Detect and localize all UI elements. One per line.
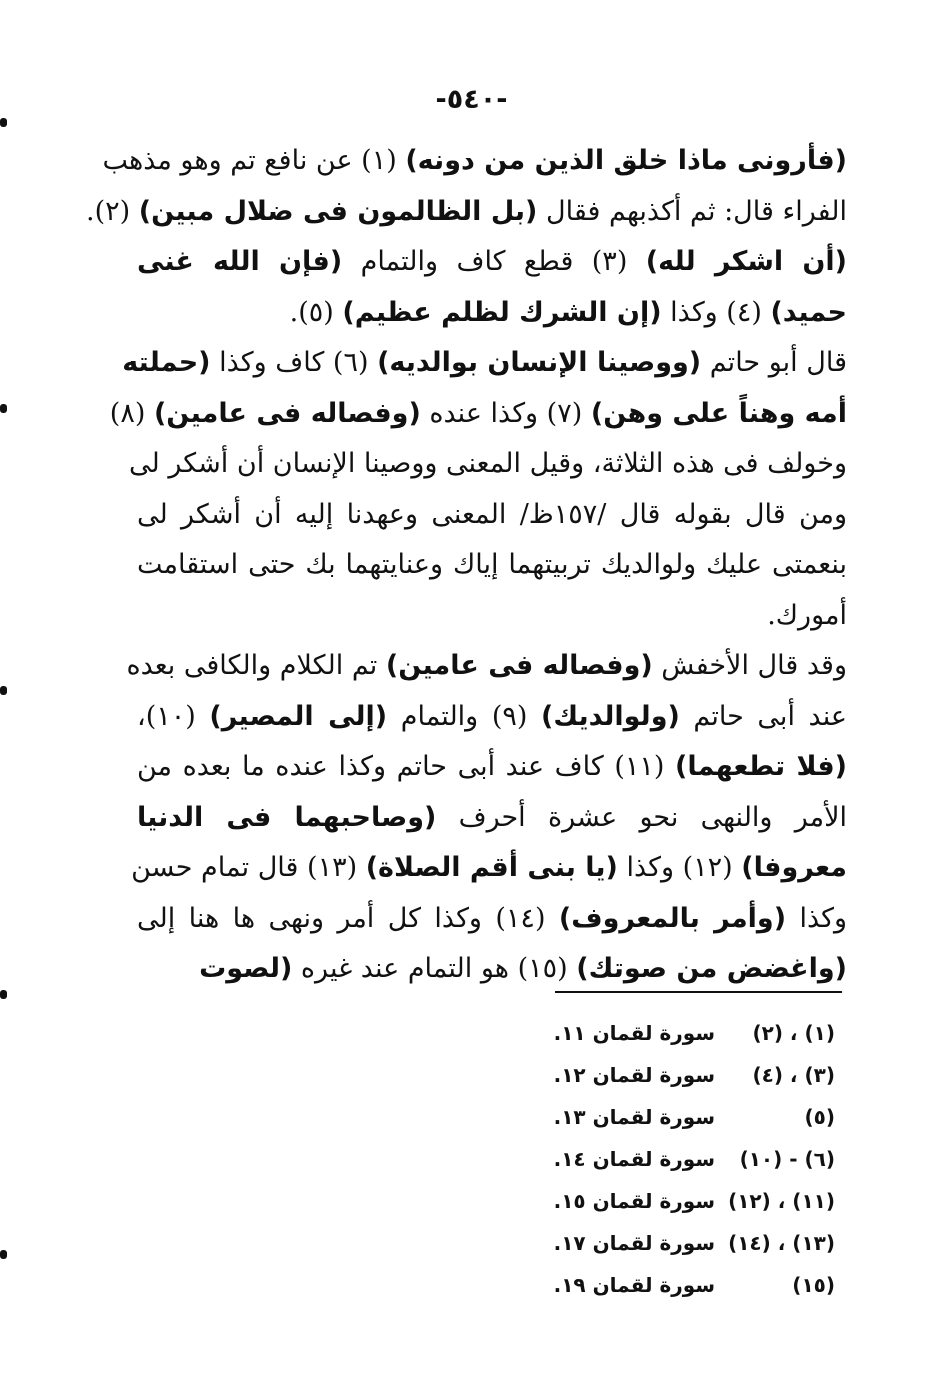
margin-mark [0, 1250, 7, 1259]
footnote-refs: (١٣) ، (١٤) [728, 1231, 835, 1255]
quranic-quote: معروفا) [741, 852, 847, 883]
footnote-refs: (١١) ، (١٢) [728, 1189, 835, 1213]
commentary-text: الفراء قال: ثم أكذبهم فقال [537, 195, 847, 227]
commentary-text: (١٣) قال تمام حسن [131, 852, 366, 883]
text-line [137, 237, 847, 288]
text-line [137, 793, 847, 844]
quranic-quote: (بل الظالمون فى ضلال مبين) [138, 195, 538, 227]
text-line [137, 288, 847, 339]
commentary-text: (١) عن نافع تم وهو مذهب [102, 145, 406, 176]
commentary-text: (٨) [109, 397, 154, 429]
margin-mark [0, 990, 7, 999]
quranic-quote: (لصوت [199, 953, 293, 984]
text-line [137, 692, 847, 743]
main-text [86, 136, 848, 995]
footnote-divider [555, 991, 842, 993]
quranic-quote: (وصاحبهما فى الدنيا [137, 801, 437, 833]
text-line [137, 591, 847, 642]
quranic-quote: (واغضض من صوتك) [576, 953, 847, 984]
text-line [137, 894, 847, 945]
footnote-source: سورة لقمان ١٣. [553, 1105, 715, 1129]
text-line [137, 540, 847, 591]
commentary-text: تم الكلام والكافى بعده [126, 650, 386, 681]
commentary-text: وكذا [786, 902, 848, 934]
commentary-text: (٩) والتمام [387, 700, 542, 732]
footnote-refs: (٥) [804, 1105, 835, 1129]
commentary-text: قال أبو حاتم [701, 347, 847, 378]
footnote-refs: (٦) - (١٠) [739, 1147, 835, 1171]
commentary-text: (١٥) هو التمام عند غيره [292, 953, 577, 984]
commentary-text: وخولف فى هذه الثلاثة، وقيل المعنى ووصينا الإنسان أن أشكر لى [129, 448, 847, 479]
footnote-item [530, 1264, 835, 1306]
commentary-text: (١٤) وكذا كل أمر ونهى ها هنا إلى [137, 902, 559, 934]
commentary-text: وقد قال الأخفش [652, 650, 847, 681]
text-line [109, 389, 847, 440]
text-line [126, 641, 847, 692]
commentary-text: عند أبى حاتم [679, 700, 847, 732]
quranic-quote: (وأمر بالمعروف) [558, 902, 787, 934]
quranic-quote: (ولوالديك) [541, 700, 680, 732]
footnote-source: سورة لقمان ١١. [553, 1021, 715, 1045]
quranic-quote: (فأرونى ماذا خلق الذين من دونه) [405, 145, 847, 176]
text-line [102, 136, 847, 187]
footnote-source: سورة لقمان ١٢. [553, 1063, 715, 1087]
footnote-refs: (٣) ، (٤) [752, 1063, 835, 1087]
footnote-item [530, 1180, 835, 1222]
margin-mark [0, 118, 7, 127]
footnotes [530, 1012, 835, 1306]
footnote-item [530, 1012, 835, 1054]
commentary-text: (٥). [289, 296, 343, 328]
commentary-text: (١٢) وكذا [617, 852, 742, 883]
commentary-text: (١١) كاف عند أبى حاتم وكذا عنده ما بعده من [137, 751, 675, 782]
margin-mark [0, 686, 7, 695]
footnote-refs: (١) ، (٢) [752, 1021, 835, 1045]
text-line [131, 843, 847, 894]
footnote-source: سورة لقمان ١٧. [553, 1231, 715, 1255]
text-line [137, 944, 847, 995]
quranic-quote: (وفصاله فى عامين) [385, 650, 653, 681]
quranic-quote: (يا بنى أقم الصلاة) [365, 852, 618, 883]
commentary-text: ومن قال بقوله قال /١٥٧ظ/ المعنى وعهدنا إليه أن أشكر لى [137, 498, 847, 530]
footnote-source: سورة لقمان ١٥. [553, 1189, 715, 1213]
quranic-quote: (وفصاله فى عامين) [153, 397, 421, 429]
commentary-text: (٦) كاف وكذا [210, 347, 378, 378]
text-line [137, 490, 847, 541]
text-line [122, 338, 847, 389]
footnote-item [530, 1222, 835, 1264]
margin-mark [0, 404, 7, 413]
commentary-text: (١٠)، [137, 700, 210, 732]
quranic-quote: (فلا تطعهما) [675, 751, 847, 782]
quranic-quote: (إن الشرك لظلم عظيم) [342, 296, 662, 328]
footnote-source: سورة لقمان ١٩. [553, 1273, 715, 1297]
commentary-text: (٣) قطع كاف والتمام [342, 246, 646, 277]
footnote-refs: (١٥) [792, 1273, 835, 1297]
quranic-quote: (أن اشكر لله) [645, 246, 847, 277]
commentary-text: (٤) وكذا [661, 296, 771, 328]
footnote-item [530, 1054, 835, 1096]
quranic-quote: (حملته [122, 347, 211, 378]
quranic-quote: (إلى المصير) [209, 700, 388, 732]
text-line [137, 742, 847, 793]
commentary-text: بنعمتى عليك ولوالديك تربيتهما إياك وعنايتهما بك حتى استقامت [137, 549, 847, 580]
page-number: -٥٤٠- [435, 84, 508, 115]
commentary-text: الأمر والنهى نحو عشرة أحرف [436, 801, 847, 833]
commentary-text: (٧) وكذا عنده [420, 397, 591, 429]
quranic-quote: أمه وهناً على وهن) [590, 397, 847, 429]
commentary-text: (٢). [86, 195, 139, 227]
quranic-quote: (ووصينا الإنسان بوالديه) [377, 347, 702, 378]
commentary-text: أمورك. [767, 599, 847, 631]
footnote-item [530, 1096, 835, 1138]
footnote-item [530, 1138, 835, 1180]
text-line [129, 439, 847, 490]
footnote-source: سورة لقمان ١٤. [553, 1147, 715, 1171]
quranic-quote: حميد) [770, 296, 847, 328]
quranic-quote: (فإن الله غنى [137, 246, 343, 277]
text-line [86, 187, 847, 238]
